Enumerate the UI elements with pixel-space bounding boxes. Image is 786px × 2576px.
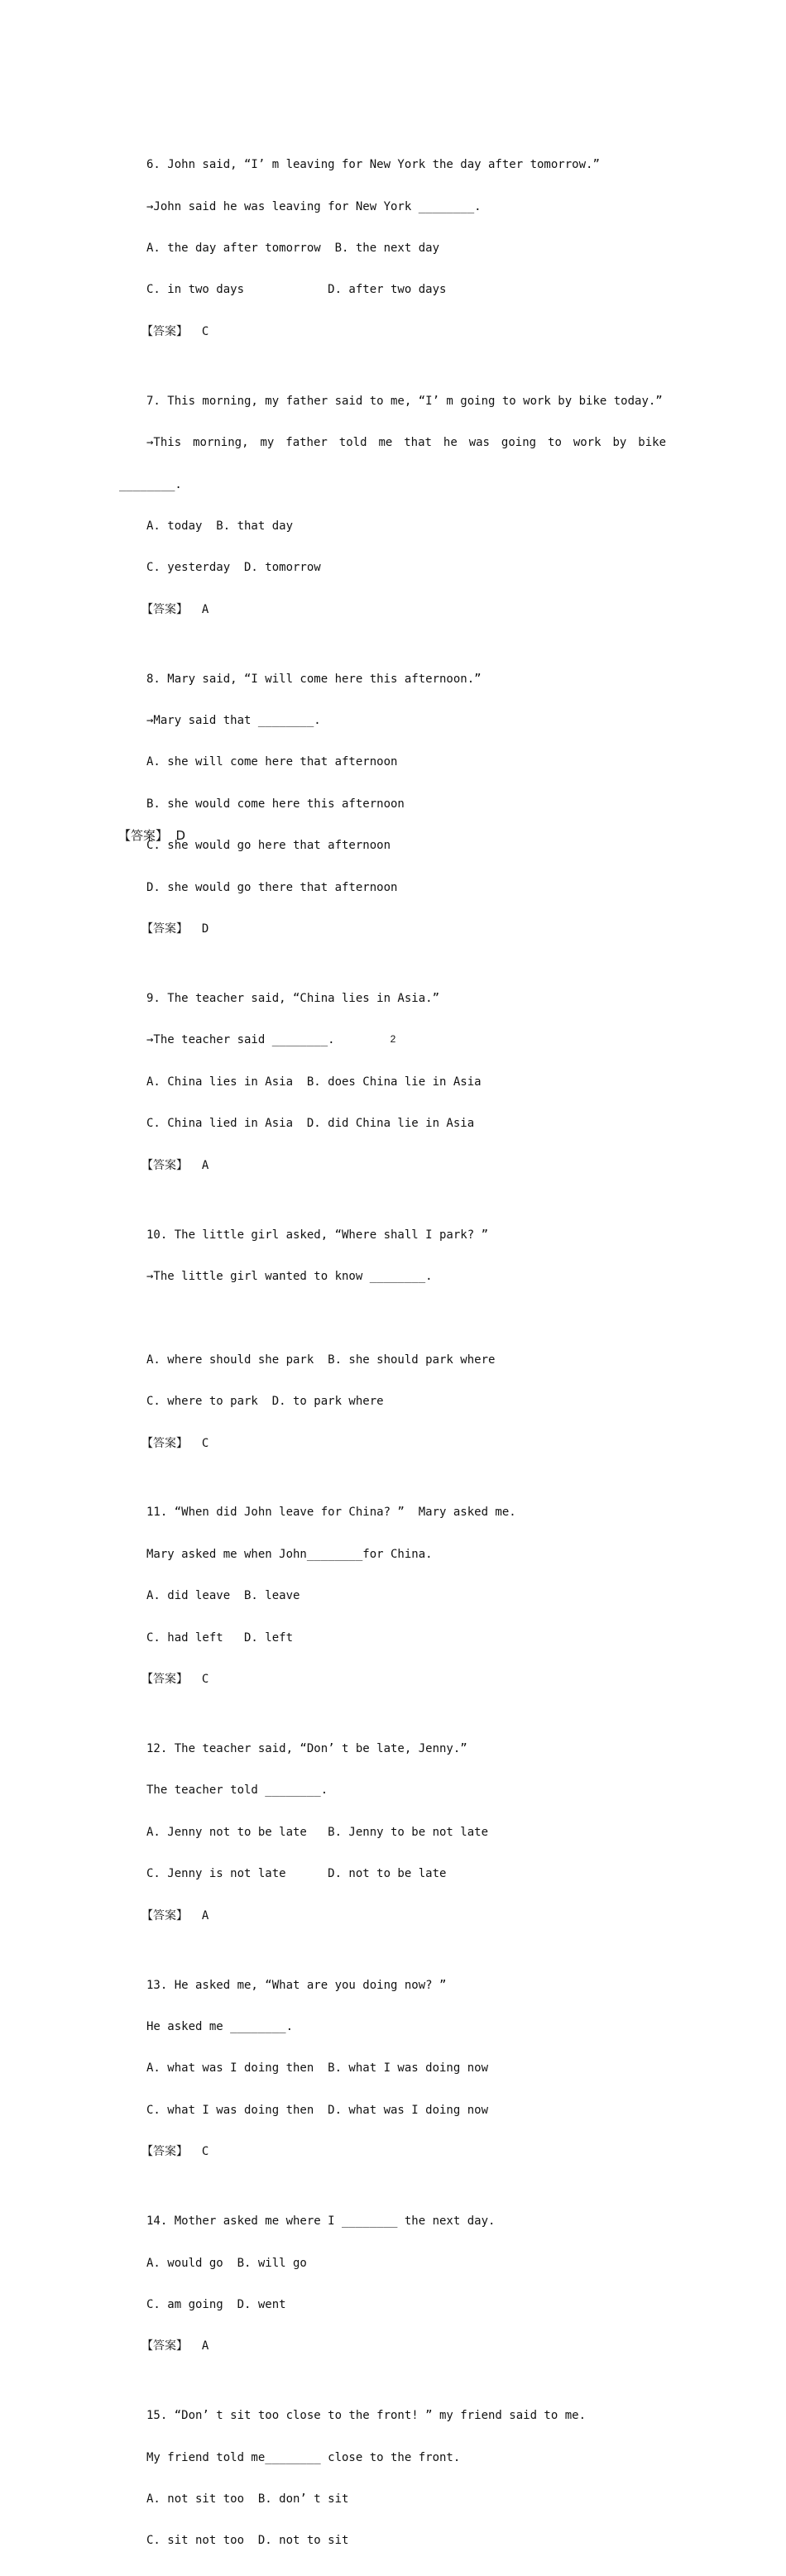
- question-stem: 14. Mother asked me where I ________ the next day.: [146, 2214, 496, 2229]
- option-line: C. in two days D. after two days: [146, 283, 447, 297]
- question-stem: 7. This morning, my father said to me, “I’ m going to work by bike today.”: [146, 394, 663, 408]
- question-prompt: Mary asked me when John________for China.: [146, 1547, 433, 1561]
- option-line: B. she would come here this afternoon: [146, 797, 405, 811]
- answer-line: 【答案】 A: [141, 2339, 209, 2353]
- question-stem: 15. “Don’ t sit too close to the front! ” my friend said to me.: [146, 2409, 587, 2423]
- answer-line: 【答案】 C: [141, 2145, 209, 2159]
- option-line: A. the day after tomorrow B. the next day: [146, 241, 440, 255]
- question-prompt: →Mary said that ________.: [146, 714, 321, 728]
- option-line: C. where to park D. to park where: [146, 1395, 384, 1409]
- answer-line: 【答案】 A: [141, 602, 209, 616]
- option-line: A. not sit too B. don’ t sit: [146, 2492, 349, 2507]
- option-line: C. Jenny is not late D. not to be late: [146, 1867, 447, 1881]
- option-line: A. China lies in Asia B. does China lie in Asia: [146, 1075, 482, 1089]
- page-number: 2: [390, 1033, 396, 1045]
- question-prompt-continuation: ________.: [119, 477, 182, 491]
- option-line: C. China lied in Asia D. did China lie in Asia: [146, 1117, 475, 1131]
- question-prompt: He asked me ________.: [146, 2019, 294, 2033]
- option-line: A. today B. that day: [146, 519, 294, 533]
- answer-line: 【答案】 D: [141, 922, 209, 936]
- question-stem: 10. The little girl asked, “Where shall I park? ”: [146, 1228, 489, 1242]
- option-line: C. sit not too D. not to sit: [146, 2534, 349, 2548]
- blank-line: [146, 1311, 676, 1325]
- option-line: D. she would go there that afternoon: [146, 880, 398, 894]
- option-line: C. what I was doing then D. what was I doing now: [146, 2103, 489, 2117]
- option-line: A. Jenny not to be late B. Jenny to be not late: [146, 1825, 489, 1839]
- answer-line: 【答案】 A: [141, 1158, 209, 1172]
- question-stem: 6. John said, “I’ m leaving for New York the day after tomorrow.”: [146, 158, 600, 172]
- option-line: A. would go B. will go: [146, 2256, 307, 2270]
- question-stem: 12. The teacher said, “Don’ t be late, Jenny.”: [146, 1742, 467, 1756]
- option-line: C. had left D. left: [146, 1630, 294, 1645]
- option-line: A. where should she park B. she should park where: [146, 1353, 496, 1367]
- question-prompt: The teacher told ________.: [146, 1784, 328, 1798]
- final-answer-line: 【答案】 D: [118, 828, 186, 843]
- option-line: A. what was I doing then B. what I was doing now: [146, 2061, 489, 2076]
- question-stem: 9. The teacher said, “China lies in Asia.”: [146, 992, 440, 1005]
- answer-line: 【答案】 C: [141, 1673, 209, 1687]
- question-list: [119, 103, 676, 2576]
- answer-line: 【答案】 C: [141, 1436, 209, 1450]
- question-stem: 8. Mary said, “I will come here this afternoon.”: [146, 672, 482, 686]
- option-line: C. am going D. went: [146, 2297, 286, 2311]
- question-stem: 13. He asked me, “What are you doing now? ”: [146, 1978, 447, 1992]
- option-line: C. yesterday D. tomorrow: [146, 561, 321, 575]
- question-prompt: →The teacher said ________.: [146, 1033, 335, 1047]
- question-prompt: →John said he was leaving for New York ________.: [146, 199, 482, 213]
- question-stem: 11. “When did John leave for China? ” Mary asked me.: [146, 1506, 516, 1520]
- question-prompt: →This morning, my father told me that he was going to work by bike: [146, 436, 666, 450]
- option-line: A. did leave B. leave: [146, 1589, 300, 1603]
- answer-line: 【答案】 A: [141, 1908, 209, 1922]
- answer-line: 【答案】 C: [141, 324, 209, 338]
- question-prompt: My friend told me________ close to the front.: [146, 2450, 461, 2464]
- question-prompt: →The little girl wanted to know ________.: [146, 1269, 433, 1283]
- option-line: A. she will come here that afternoon: [146, 755, 398, 769]
- option-line: C. she would go here that afternoon: [146, 839, 391, 853]
